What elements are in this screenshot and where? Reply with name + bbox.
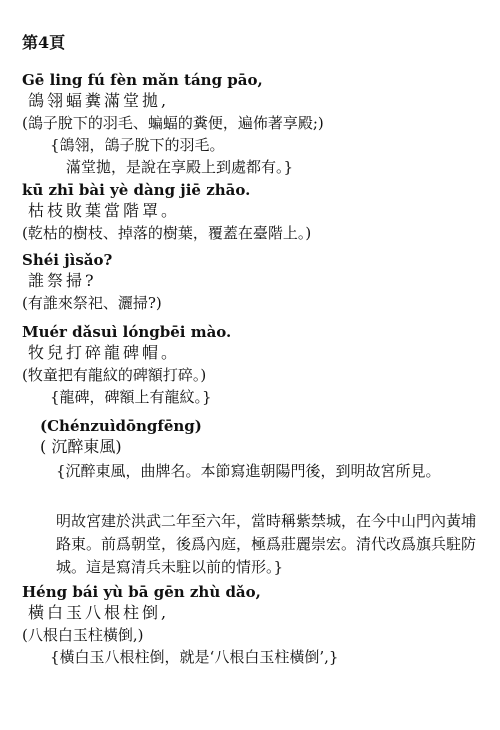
pinyin-line: Héng bái yù bā gēn zhù dǎo, [22,583,261,601]
page-number: 第4頁 [22,33,66,52]
note-line: {龍碑，碑額上有龍紋。} [50,388,212,406]
hanzi-line: 牧兒打碎龍碑帽。 [28,343,181,362]
tune-block [40,416,490,458]
translation-line: (乾枯的樹枝、掉落的樹葉，覆蓋在臺階上。) [22,224,312,242]
pinyin-line: Muér dǎsuì lóngbēi mào. [22,323,232,341]
note-line: {橫白玉八根柱倒，就是‘八根白玉柱橫倒’,} [50,648,339,666]
tune-note: 明故宮建於洪武二年至六年，當時稱紫禁城，在今中山門內黃埔路東。前爲朝堂，後爲內庭，極爲莊麗崇宏。清代改爲旗兵駐防城。這是寫清兵未駐以前的情形。} [56,512,477,576]
hanzi-line: 誰祭掃? [28,271,97,290]
verse-block [22,582,490,668]
verse-block [22,180,490,244]
note-line: 滿堂拋，是說在享殿上到處都有。} [66,158,294,176]
tune-pinyin: (Chénzuìdōngfēng) [40,417,202,435]
translation-line: (八根白玉柱橫倒,) [22,626,144,644]
hanzi-line: 橫白玉八根柱倒, [28,603,170,622]
pinyin-line: Shéi jìsǎo? [22,251,113,269]
note-line: {鴿翎，鴿子脫下的羽毛。 [50,136,225,154]
pinyin-line: kū zhī bài yè dàng jiē zhāo. [22,181,251,199]
verse-block [22,250,490,314]
translation-line: (牧童把有龍紋的碑額打碎。) [22,366,207,384]
verse-block [22,70,490,178]
verse-block [22,322,490,408]
pinyin-line: Gē ling fú fèn mǎn táng pāo, [22,71,263,89]
tune-note: {沉醉東風，曲牌名。本節寫進朝陽門後，到明故宮所見。 [56,462,441,480]
translation-line: (鴿子脫下的羽毛、蝙蝠的糞便，遍佈著享殿;) [22,114,324,132]
tune-hanzi: ( 沉醉東風) [40,437,122,456]
translation-line: (有誰來祭祀、灑掃?) [22,294,162,312]
hanzi-line: 鴿翎蝠糞滿堂拋, [28,91,170,110]
hanzi-line: 枯枝敗葉當階罩。 [28,201,181,220]
